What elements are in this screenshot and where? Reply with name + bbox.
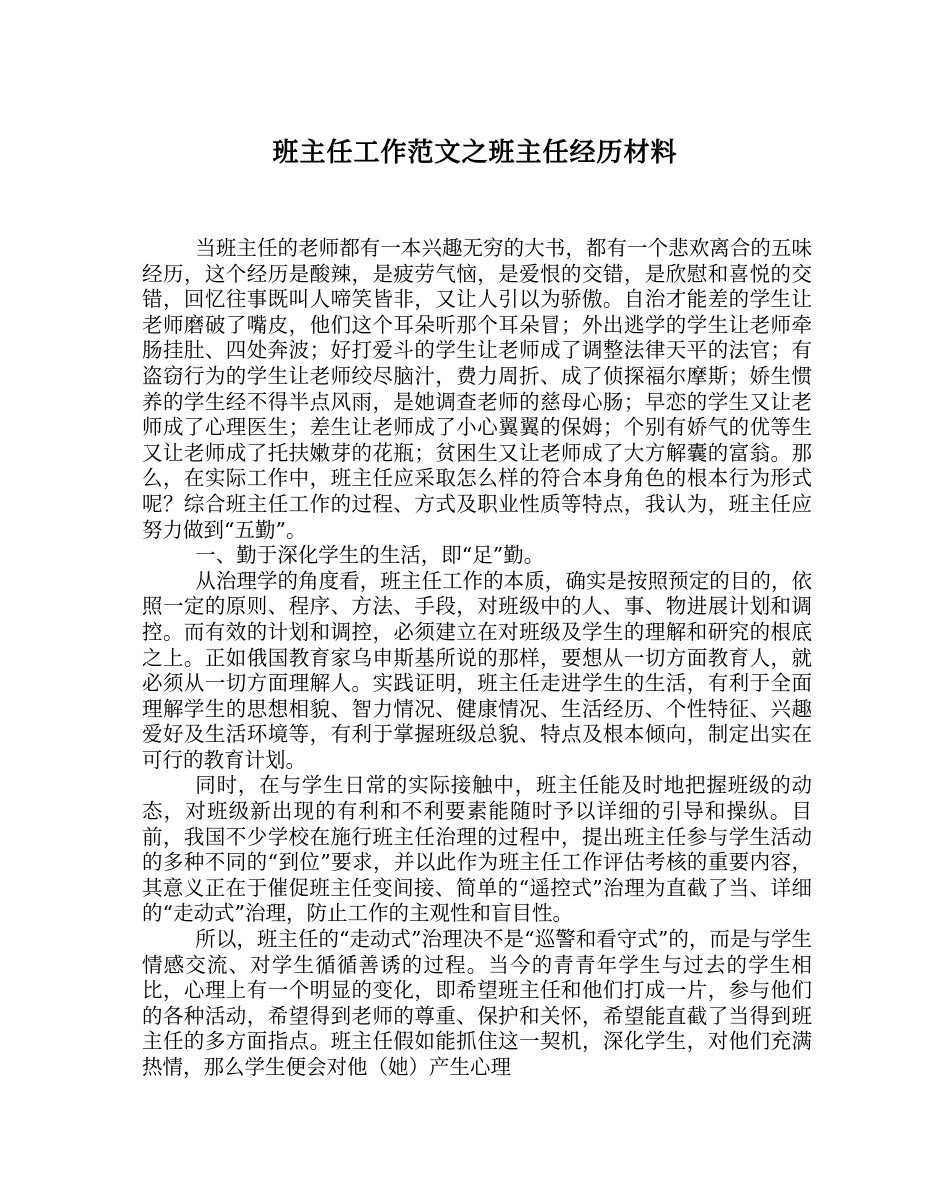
paragraph-daily-contact: 同时，在与学生日常的实际接触中，班主任能及时地把握班级的动态，对班级新出现的有利和不利要素能随时予以详细的引导和操纵。目前，我国不少学校在施行班主任治理的过程中，提出班主任参与学生活动的多种不同的“到位”要求，并以此作为班主任工作评估考核的重要内容，其意义正在于催促班主任变间接、简单的“遥控式”治理为直截了当、详细的“走动式”治理，防止工作的主观性和盲目性。 [142, 773, 812, 926]
paragraph-walking-management: 所以，班主任的“走动式”治理决不是“巡警和看守式”的，而是与学生情感交流、对学生循循善诱的过程。当今的青青年学生与过去的学生相比，心理上有一个明显的变化，即希望班主任和他们打成一片，参与他们的各种活动，希望得到老师的尊重、保护和关怀，希望能直截了当得到班主任的多方面指点。班主任假如能抓住这一契机，深化学生，对他们充满热情，那么学生便会对他（她）产生心理 [142, 927, 812, 1079]
paragraph-management-view: 从治理学的角度看，班主任工作的本质，确实是按照预定的目的，依照一定的原则、程序、方法、手段，对班级中的人、事、物进展计划和调控。而有效的计划和调控，必须建立在对班级及学生的理解和研究的根底之上。正如俄国教育家乌申斯基所说的那样，要想从一切方面教育人，就必须从一切方面理解人。实践证明，班主任走进学生的生活，有利于全面理解学生的思想相貌、智力情况、健康情况、生活经历、个性特征、兴趣爱好及生活环境等，有利于掌握班级总貌、特点及根本倾向，制定出实在可行的教育计划。 [142, 568, 812, 772]
document-title: 班主任工作范文之班主任经历材料 [272, 138, 678, 168]
paragraph-heading-1: 一、勤于深化学生的生活，即“足”勤。 [195, 543, 545, 568]
paragraph-intro: 当班主任的老师都有一本兴趣无穷的大书，都有一个悲欢离合的五味经历，这个经历是酸辣，是疲劳气恼，是爱恨的交错，是欣慰和喜悦的交错，回忆往事既叫人啼笑皆非，又让人引以为骄傲。自治才能差的学生让老师磨破了嘴皮，他们这个耳朵听那个耳朵冒；外出逃学的学生让老师牵肠挂肚、四处奔波；好打爱斗的学生让老师成了调整法律天平的法官；有盗窃行为的学生让老师绞尽脑汁，费力周折、成了侦探福尔摩斯；娇生惯养的学生经不得半点风雨，是她调查老师的慈母心肠；早恋的学生又让老师成了心理医生；差生让老师成了小心翼翼的保姆；个别有娇气的优等生又让老师成了托扶嫩芽的花瓶；贫困生又让老师成了大方解囊的富翁。那么，在实际工作中，班主任应采取怎么样的符合本身角色的根本行为形式呢？综合班主任工作的过程、方式及职业性质等特点，我认为，班主任应努力做到“五勤”。 [142, 236, 812, 542]
document-body [142, 236, 812, 1081]
